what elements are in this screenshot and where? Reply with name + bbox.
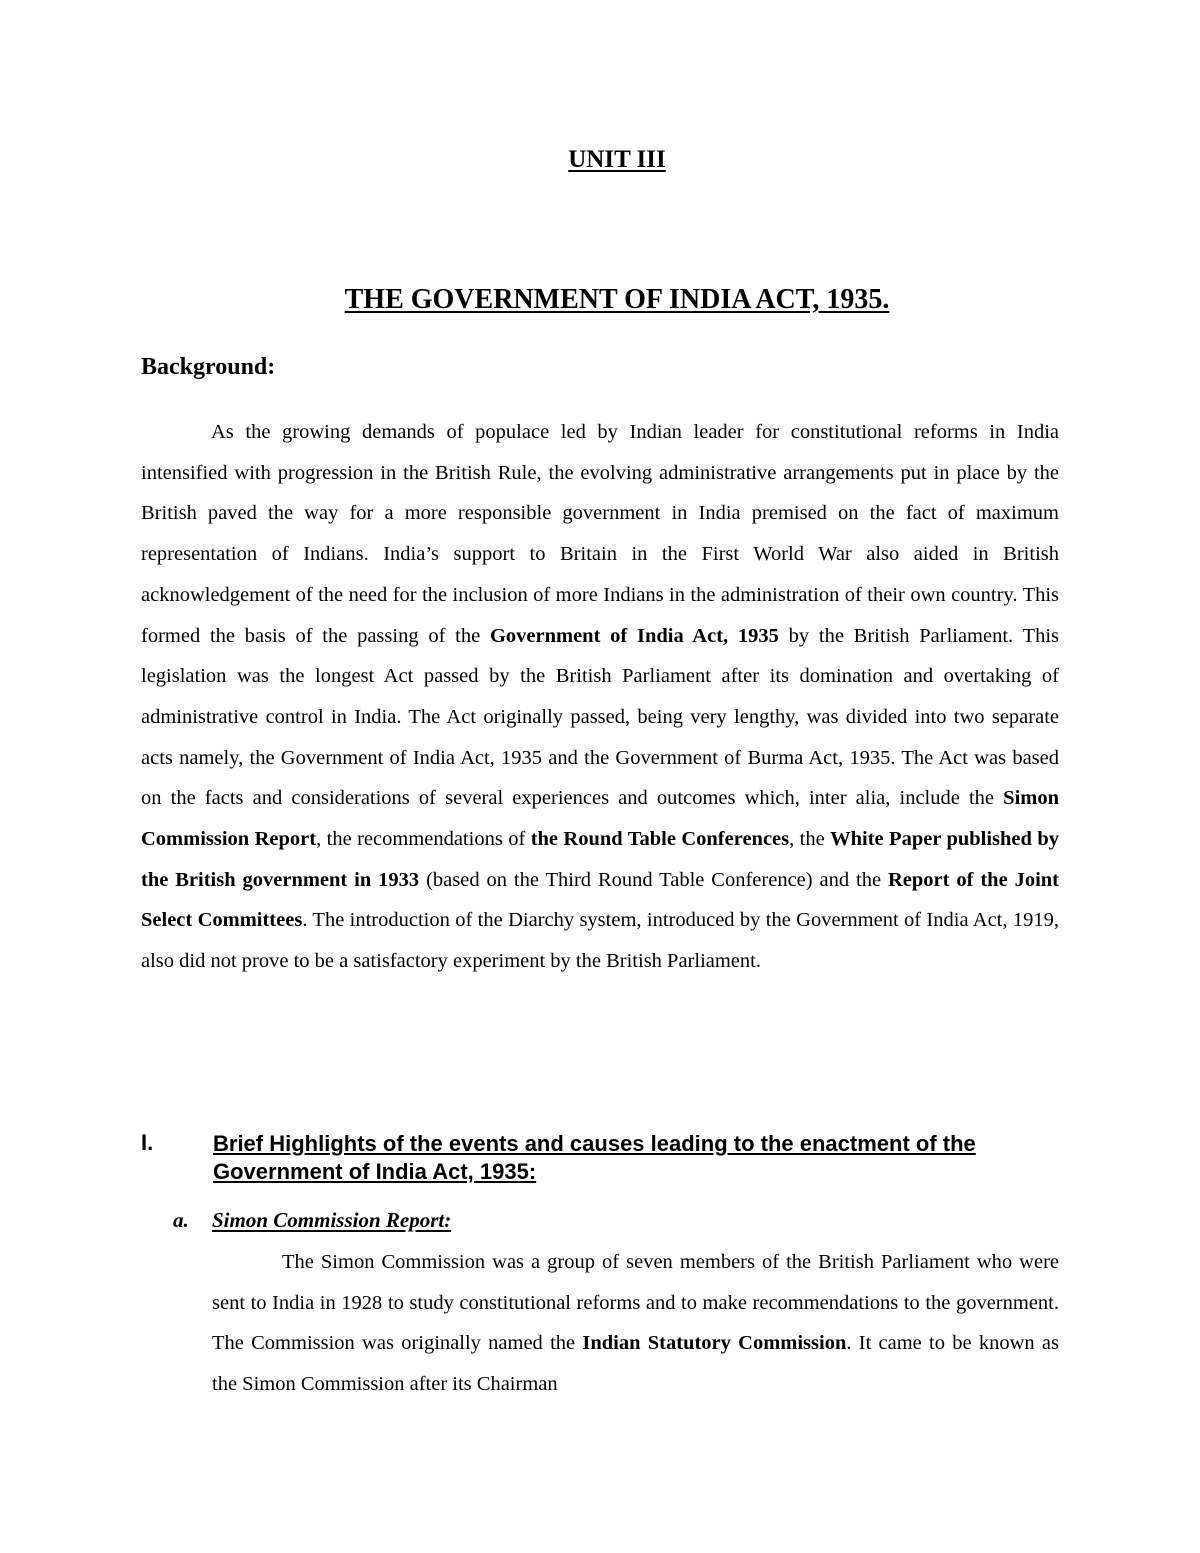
section-number: I. (141, 1130, 154, 1155)
background-heading: Background: (141, 354, 276, 380)
paragraph-text: . The introduction of the Diarchy system, introduced by the Government of India Act, 1919, also did not prove to be a satisfactory experiment by the British Parliament. (141, 909, 1059, 973)
emphasis-text: White Paper published by the British government in 1933 (141, 828, 1059, 891)
section-heading: Brief Highlights of the events and causes leading to the enactment of the Government of India Act, 1935: (213, 1131, 976, 1184)
background-paragraph (141, 412, 1059, 982)
emphasis-text: Report of the Joint Select Committees (141, 868, 1059, 932)
paragraph-text: (based on the Third Round Table Conference) and the (419, 868, 888, 891)
paragraph-text: , the (789, 828, 831, 851)
paragraph-text: . It came to be known as the Simon Commission after its Chairman (212, 1332, 1059, 1396)
emphasis-text: Government of India Act, 1935 (489, 624, 779, 647)
paragraph-text: by the British Parliament. This legislation was the longest Act passed by the British Parliament after its domination and overtaking of administrative control in India. The Act originally passed, being very lengthy, was divided into two separate acts namely, the Government of India Act, 1935 and the Government of Burma Act, 1935. The Act was based on the facts and considerations of several experiences and outcomes which, inter alia, include the (141, 624, 1059, 810)
paragraph-text: , the recommendations of (316, 828, 531, 851)
paragraph-text: The Simon Commission was a group of seven members of the British Parliament who were sent to India in 1928 to study constitutional reforms and to make recommendations to the government. The Commission was originally named the (212, 1251, 1059, 1355)
subsection-paragraph (212, 1242, 1059, 1405)
unit-title: UNIT III (568, 146, 666, 173)
subsection-heading: Simon Commission Report: (212, 1208, 452, 1232)
emphasis-text: the Round Table Conferences (530, 828, 790, 851)
subsection-letter: a. (173, 1208, 189, 1232)
emphasis-text: Simon Commission Report (141, 787, 1059, 851)
paragraph-text: As the growing demands of populace led by Indian leader for constitutional reforms in India intensified with progression in the British Rule, the evolving administrative arrangements put in place by the British paved the way for a more responsible government in India premised on the fact of maximum representation of Indians. India’s support to Britain in the First World War also aided in British acknowledgement of the need for the inclusion of more Indians in the administration of their own country. This formed the basis of the passing of the (141, 421, 1059, 647)
document-title: THE GOVERNMENT OF INDIA ACT, 1935. (344, 284, 890, 315)
emphasis-text: Indian Statutory Commission (582, 1332, 847, 1355)
